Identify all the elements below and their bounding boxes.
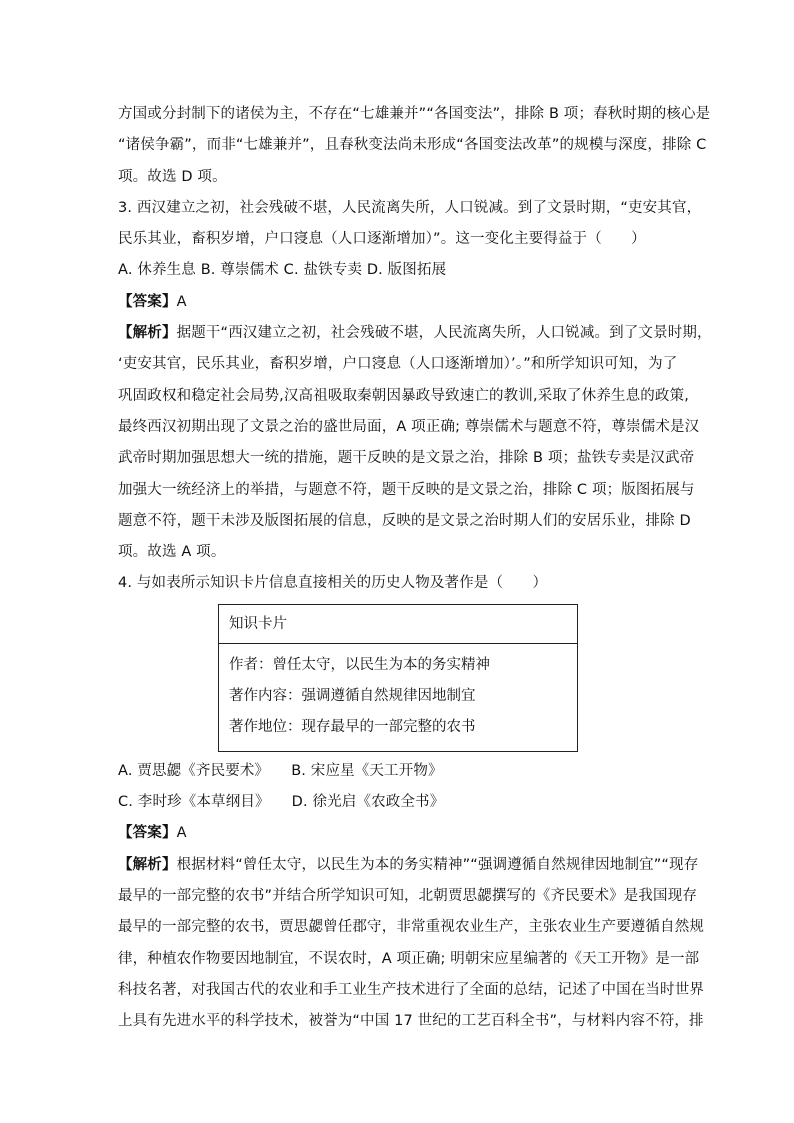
- q3-analysis-line-4: 最终西汉初期出现了文景之治的盛世局面，A 项正确; 尊崇儒术与题意不符，尊崇儒术是汉: [118, 418, 700, 435]
- q3-analysis-line-3: 巩固政权和稳定社会局势,汉高祖吸取秦朝因暴政导致速亡的教训,采取了休养生息的政策,: [118, 387, 689, 404]
- knowledge-card-row-content: 著作内容：强调遵循自然规律因地制宜: [229, 687, 476, 704]
- knowledge-card-row-author: 作者：曾任太守，以民生为本的务实精神: [229, 656, 490, 673]
- intro-line-3: 项。故选 D 项。: [118, 168, 227, 185]
- q4-option-a: A. 贾思勰《齐民要术》: [118, 762, 270, 779]
- q4-analysis-line-2: 最早的一部完整的农书”并结合所学知识可知，北朝贾思勰撰写的《齐民要术》是我国现存: [118, 887, 698, 904]
- intro-line-1: 方国或分封制下的诸侯为主，不存在“七雄兼并”“各国变法”，排除 B 项；春秋时期的核心是: [118, 106, 711, 122]
- q4-option-b: B. 宋应星《天工开物》: [291, 762, 443, 779]
- q4-option-d: D. 徐光启《农政全书》: [291, 794, 445, 811]
- q3-stem-line-1: 3. 西汉建立之初，社会残破不堪，人民流离失所，人口锐减。到了文景时期，“吏安其官，: [118, 199, 702, 216]
- analysis-text: 据题干“西汉建立之初，社会残破不堪，人民流离失所，人口锐减。到了文景时期，: [176, 325, 712, 342]
- analysis-label: 【解析】: [118, 856, 177, 873]
- q4-analysis-line-5: 科技名著，对我国古代的农业和手工业生产技术进行了全面的总结，记述了中国在当时世界: [118, 981, 704, 998]
- q3-analysis-line-7: 题意不符，题干未涉及版图拓展的信息，反映的是文景之治时期人们的安居乐业，排除 D: [118, 512, 691, 529]
- q3-analysis-line-6: 加强大一统经济上的举措，与题意不符，题干反映的是文景之治，排除 C 项；版图拓展与: [118, 481, 695, 498]
- knowledge-card-body: [219, 644, 577, 751]
- q3-answer: [118, 287, 678, 318]
- q4-options-row-1: [118, 756, 678, 787]
- answer-value: A: [176, 293, 187, 310]
- analysis-text: 根据材料“曾任太守，以民生为本的务实精神”“强调遵循自然规律因地制宜”“现存: [176, 856, 699, 873]
- q4-answer: [118, 818, 678, 849]
- q4-analysis-line-6: 上具有先进水平的科学技术，被誉为“中国 17 世纪的工艺百科全书”，与材料内容不符，排: [118, 1013, 704, 1030]
- q4-options-row-2: [118, 787, 678, 818]
- knowledge-card-row-status: 著作地位：现存最早的一部完整的农书: [229, 718, 476, 735]
- q3-analysis-line-1: [118, 318, 712, 349]
- intro-line-2: “诸侯争霸”，而非“七雄兼并”，且春秋变法尚未形成“各国变法改革”的规模与深度，排除 C: [118, 137, 707, 154]
- q4-analysis-line-3: 最早的一部完整的农书，贾思勰曾任郡守，非常重视农业生产，主张农业生产要遵循自然规: [118, 919, 704, 936]
- q4-analysis-line-4: 律，种植农作物要因地制宜，不误农时，A 项正确; 明朝宋应星编著的《天工开物》是一部: [118, 950, 700, 967]
- q3-analysis-line-2: ‘吏安其官，民乐其业，畜积岁增，户口寖息（人口逐渐增加）’。”和所学知识可知，为了: [118, 356, 678, 373]
- knowledge-card-title: 知识卡片: [219, 605, 577, 644]
- q4-stem: 4. 与如表所示知识卡片信息直接相关的历史人物及著作是（ ）: [118, 575, 548, 592]
- q3-options: A. 休养生息 B. 尊崇儒术 C. 盐铁专卖 D. 版图拓展: [118, 262, 447, 279]
- knowledge-card: [218, 604, 578, 752]
- q3-analysis-line-8: 项。故选 A 项。: [118, 544, 226, 561]
- q4-analysis-line-1: [118, 850, 699, 881]
- answer-value: A: [176, 825, 187, 842]
- q4-option-c: C. 李时珍《本草纲目》: [118, 794, 270, 811]
- q3-analysis-line-5: 武帝时期加强思想大一统的措施，题干反映的是文景之治，排除 B 项；盐铁专卖是汉武帝: [118, 450, 695, 467]
- q3-stem-line-2: 民乐其业，畜积岁增，户口寖息（人口逐渐增加）”。这一变化主要得益于（ ）: [118, 231, 646, 248]
- analysis-label: 【解析】: [118, 325, 177, 342]
- answer-label: 【答案】: [118, 293, 177, 310]
- answer-label: 【答案】: [118, 825, 177, 842]
- page-content: [118, 99, 712, 1037]
